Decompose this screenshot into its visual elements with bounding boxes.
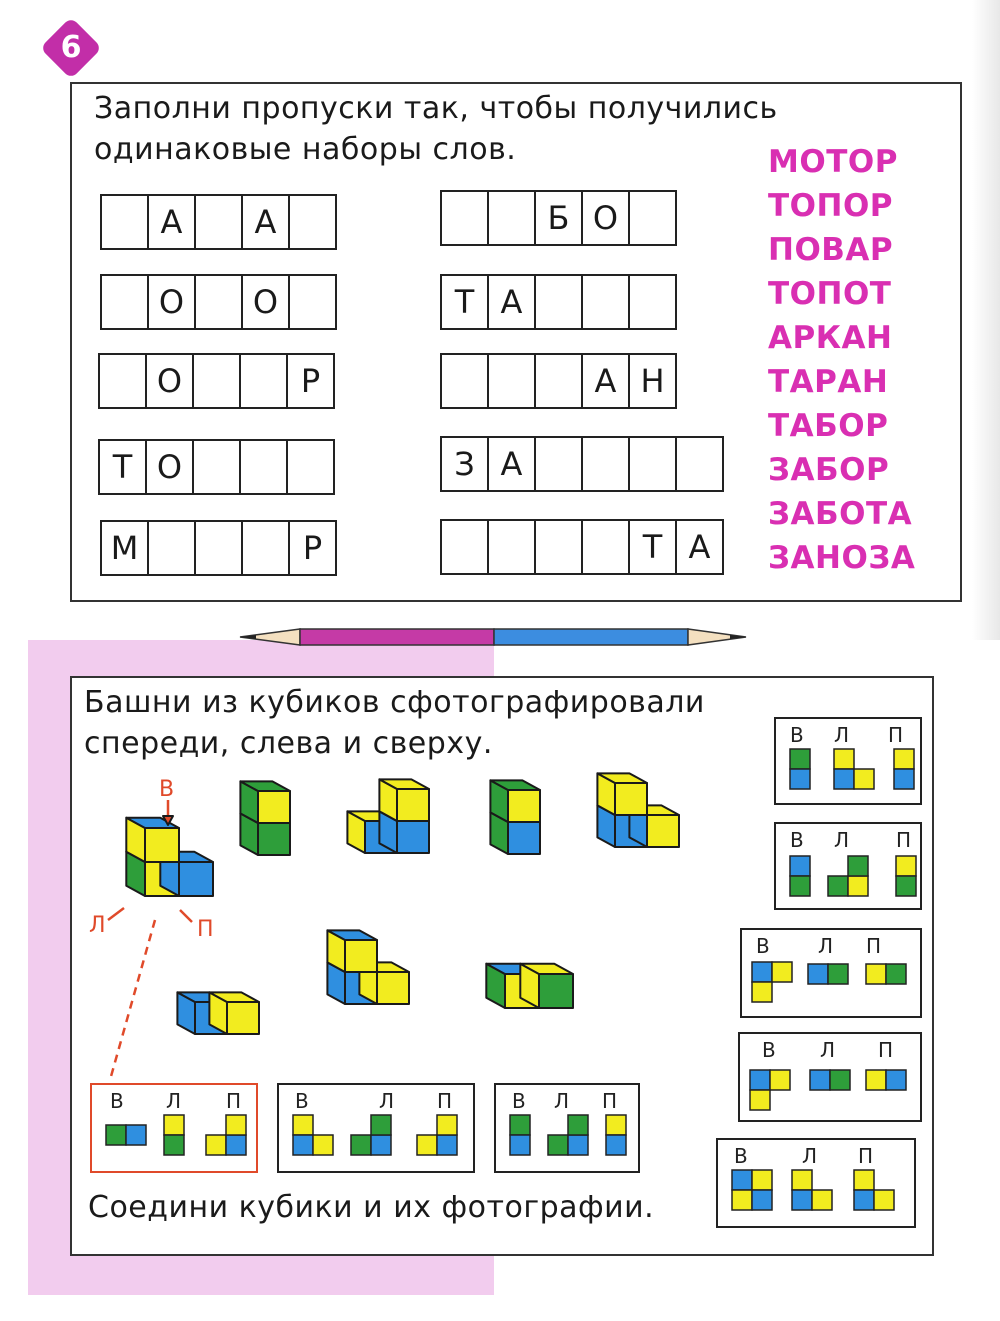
answer-word: ЗАБОР bbox=[768, 452, 890, 488]
view-square bbox=[790, 856, 810, 876]
view-label: В bbox=[295, 1089, 309, 1113]
view-card[interactable] bbox=[494, 1083, 640, 1173]
view-square bbox=[770, 1070, 790, 1090]
view-card[interactable] bbox=[774, 822, 922, 910]
direction-label: В bbox=[159, 777, 175, 802]
view-square bbox=[437, 1135, 457, 1155]
letter-cell[interactable]: М bbox=[100, 520, 149, 576]
view-label: Л bbox=[166, 1089, 182, 1113]
cube-face bbox=[508, 790, 540, 822]
view-square bbox=[226, 1135, 246, 1155]
view-square bbox=[417, 1135, 437, 1155]
view-square bbox=[828, 964, 848, 984]
letter-cell[interactable]: О bbox=[581, 190, 630, 246]
view-squares bbox=[742, 930, 924, 1020]
view-squares bbox=[496, 1085, 642, 1175]
view-card[interactable] bbox=[90, 1083, 258, 1173]
view-square bbox=[810, 1070, 830, 1090]
view-square bbox=[792, 1190, 812, 1210]
answer-word: ПОВАР bbox=[768, 232, 894, 268]
view-square bbox=[313, 1135, 333, 1155]
view-square bbox=[874, 1190, 894, 1210]
view-square bbox=[752, 962, 772, 982]
letter-cell[interactable]: А bbox=[581, 353, 630, 409]
letter-cell[interactable]: Т bbox=[440, 274, 489, 330]
view-squares bbox=[776, 719, 924, 807]
letter-cell[interactable]: Т bbox=[628, 519, 677, 575]
answer-word: ЗАНОЗА bbox=[768, 540, 916, 576]
view-label: Л bbox=[820, 1038, 836, 1062]
view-square bbox=[834, 749, 854, 769]
cube-face bbox=[397, 821, 429, 853]
answer-word: АРКАН bbox=[768, 320, 893, 356]
task2-instruction-line1: Башни из кубиков сфотографировали bbox=[84, 685, 705, 720]
letter-cell[interactable]: О bbox=[145, 353, 194, 409]
view-square bbox=[437, 1115, 457, 1135]
view-square bbox=[106, 1125, 126, 1145]
view-label: П bbox=[437, 1089, 453, 1113]
view-label: В bbox=[756, 934, 770, 958]
view-square bbox=[790, 876, 810, 896]
view-label: П bbox=[866, 934, 882, 958]
view-square bbox=[293, 1115, 313, 1135]
view-label: В bbox=[790, 828, 804, 852]
answer-word: ТАРАН bbox=[768, 364, 889, 400]
view-square bbox=[732, 1170, 752, 1190]
cube-face bbox=[508, 822, 540, 854]
view-square bbox=[866, 1070, 886, 1090]
view-square bbox=[886, 1070, 906, 1090]
view-square bbox=[606, 1135, 626, 1155]
view-square bbox=[854, 1190, 874, 1210]
view-square bbox=[371, 1135, 391, 1155]
view-label: В bbox=[790, 723, 804, 747]
letter-cell[interactable]: Б bbox=[534, 190, 583, 246]
letter-cell[interactable]: О bbox=[145, 439, 194, 495]
view-square bbox=[772, 962, 792, 982]
view-square bbox=[750, 1090, 770, 1110]
view-card[interactable] bbox=[277, 1083, 475, 1173]
page-number: 6 bbox=[60, 30, 82, 65]
view-card[interactable] bbox=[716, 1138, 916, 1228]
view-square bbox=[792, 1170, 812, 1190]
view-square bbox=[206, 1135, 226, 1155]
letter-cell[interactable]: З bbox=[440, 436, 489, 492]
view-square bbox=[896, 856, 916, 876]
view-label: Л bbox=[802, 1144, 818, 1168]
answer-word: ЗАБОТА bbox=[768, 496, 913, 532]
view-card[interactable] bbox=[738, 1032, 922, 1122]
view-square bbox=[894, 769, 914, 789]
view-card[interactable] bbox=[740, 928, 922, 1018]
view-square bbox=[752, 1170, 772, 1190]
cube-face bbox=[647, 815, 679, 847]
answer-word: ТАБОР bbox=[768, 408, 889, 444]
view-square bbox=[808, 964, 828, 984]
view-squares bbox=[776, 824, 924, 912]
answer-word: ТОПОР bbox=[768, 188, 894, 224]
marker-line bbox=[110, 920, 155, 1080]
view-label: В bbox=[762, 1038, 776, 1062]
task2-instruction-line2: спереди, слева и сверху. bbox=[84, 726, 493, 761]
cube-face bbox=[258, 823, 290, 855]
view-square bbox=[828, 876, 848, 896]
view-square bbox=[866, 964, 886, 984]
view-square bbox=[510, 1135, 530, 1155]
cube-face bbox=[345, 940, 377, 972]
view-square bbox=[226, 1115, 246, 1135]
view-square bbox=[606, 1115, 626, 1135]
answer-word: ТОПОТ bbox=[768, 276, 892, 312]
view-square bbox=[351, 1135, 371, 1155]
answer-word: МОТОР bbox=[768, 144, 898, 180]
view-square bbox=[848, 856, 868, 876]
view-squares bbox=[718, 1140, 918, 1230]
view-squares bbox=[740, 1034, 924, 1124]
view-label: В bbox=[512, 1089, 526, 1113]
view-label: П bbox=[226, 1089, 242, 1113]
marker-line bbox=[180, 910, 192, 922]
task1-instruction-line2: одинаковые наборы слов. bbox=[94, 132, 517, 167]
view-card[interactable] bbox=[774, 717, 922, 805]
view-square bbox=[812, 1190, 832, 1210]
letter-cell[interactable]: Т bbox=[98, 439, 147, 495]
letter-cell[interactable]: Р bbox=[286, 353, 335, 409]
letter-cell[interactable]: А bbox=[147, 194, 196, 250]
view-label: П bbox=[878, 1038, 894, 1062]
view-square bbox=[894, 749, 914, 769]
view-label: Л bbox=[834, 723, 850, 747]
view-square bbox=[790, 769, 810, 789]
view-square bbox=[750, 1070, 770, 1090]
cube-face bbox=[377, 972, 409, 1004]
task2-footer: Соедини кубики и их фотографии. bbox=[88, 1190, 655, 1225]
view-label: Л bbox=[834, 828, 850, 852]
cube-face bbox=[539, 974, 573, 1008]
cube-face bbox=[145, 828, 179, 862]
view-label: П bbox=[896, 828, 912, 852]
view-square bbox=[371, 1115, 391, 1135]
cube-face bbox=[227, 1002, 259, 1034]
direction-label: Л bbox=[89, 913, 106, 938]
view-label: Л bbox=[818, 934, 834, 958]
view-label: В bbox=[110, 1089, 124, 1113]
view-square bbox=[548, 1135, 568, 1155]
task1-instruction-line1: Заполни пропуски так, чтобы получились bbox=[94, 91, 778, 126]
view-square bbox=[848, 876, 868, 896]
view-label: Л bbox=[554, 1089, 570, 1113]
view-label: В bbox=[734, 1144, 748, 1168]
view-square bbox=[510, 1115, 530, 1135]
letter-cell[interactable]: А bbox=[675, 519, 724, 575]
letter-cell[interactable]: О bbox=[147, 274, 196, 330]
letter-cell[interactable]: А bbox=[487, 436, 536, 492]
letter-cell[interactable]: Н bbox=[628, 353, 677, 409]
view-square bbox=[896, 876, 916, 896]
view-label: П bbox=[602, 1089, 618, 1113]
view-square bbox=[752, 982, 772, 1002]
view-square bbox=[790, 749, 810, 769]
letter-cell[interactable]: А bbox=[487, 274, 536, 330]
view-label: Л bbox=[379, 1089, 395, 1113]
letter-cell[interactable]: Р bbox=[288, 520, 337, 576]
view-square bbox=[732, 1190, 752, 1210]
cube-face bbox=[179, 862, 213, 896]
view-square bbox=[834, 769, 854, 789]
marker-line bbox=[108, 908, 124, 920]
view-square bbox=[830, 1070, 850, 1090]
view-square bbox=[164, 1115, 184, 1135]
view-square bbox=[568, 1115, 588, 1135]
cube-face bbox=[258, 791, 290, 823]
view-square bbox=[854, 769, 874, 789]
letter-cell[interactable]: А bbox=[241, 194, 290, 250]
view-squares bbox=[92, 1085, 260, 1175]
view-squares bbox=[279, 1085, 477, 1175]
view-square bbox=[126, 1125, 146, 1145]
view-square bbox=[854, 1170, 874, 1190]
view-square bbox=[568, 1135, 588, 1155]
view-square bbox=[752, 1190, 772, 1210]
view-label: П bbox=[858, 1144, 874, 1168]
letter-cell[interactable]: О bbox=[241, 274, 290, 330]
view-square bbox=[293, 1135, 313, 1155]
cube-face bbox=[615, 783, 647, 815]
direction-label: П bbox=[197, 917, 214, 942]
view-square bbox=[886, 964, 906, 984]
view-label: П bbox=[888, 723, 904, 747]
cube-face bbox=[397, 789, 429, 821]
view-square bbox=[164, 1135, 184, 1155]
